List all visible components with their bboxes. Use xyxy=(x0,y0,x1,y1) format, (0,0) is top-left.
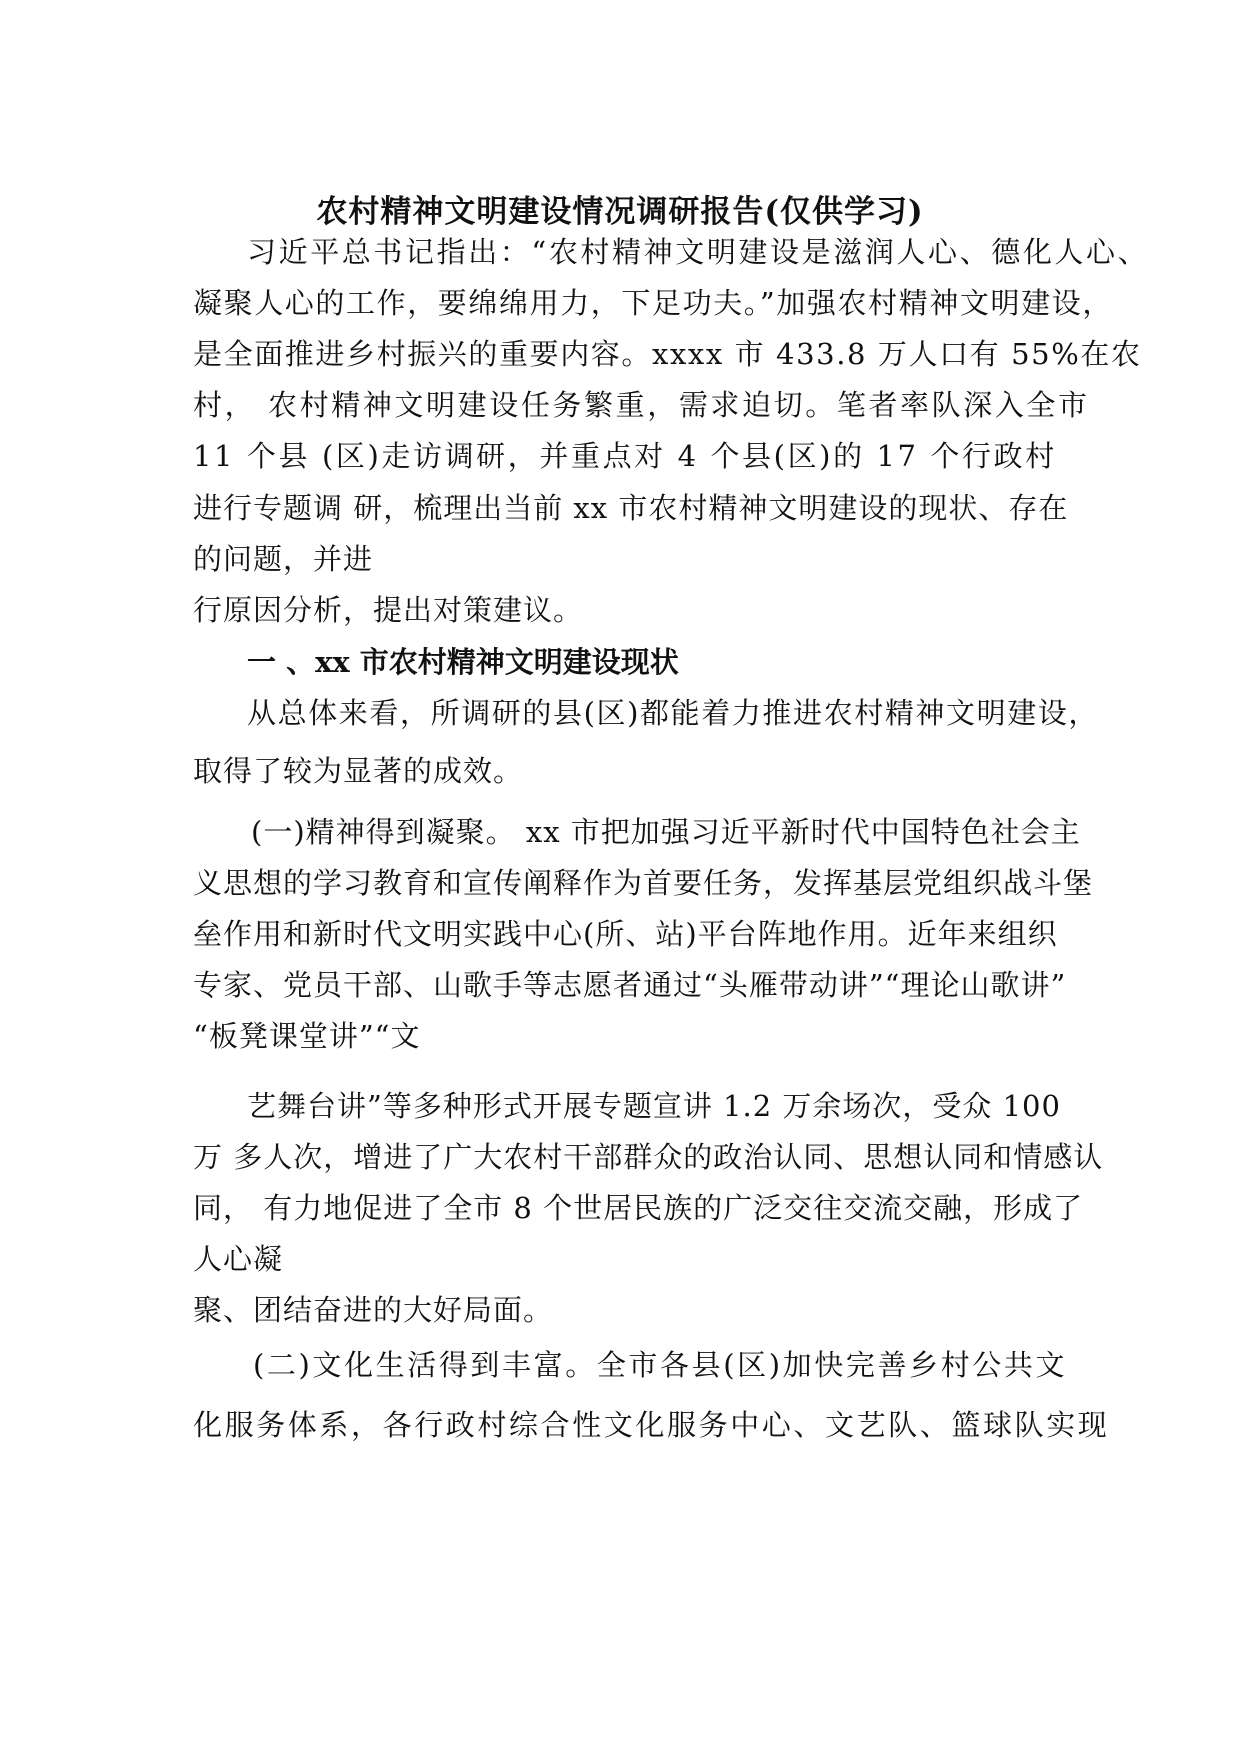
paragraph-line: 艺舞台讲”等多种形式开展专题宣讲 1.2 万余场次，受众 100 xyxy=(247,1089,1061,1123)
paragraph-line: 化服务体系，各行政村综合性文化服务中心、文艺队、篮球队实现 xyxy=(193,1408,1110,1442)
paragraph-line: 万 多人次，增进了广大农村干部群众的政治认同、思想认同和情感认 xyxy=(193,1140,1104,1174)
paragraph-line: 从总体来看，所调研的县(区)都能着力推进农村精神文明建设， xyxy=(247,696,1100,730)
paragraph-line: 是全面推进乡村振兴的重要内容。xxxx 市 433.8 万人口有 55%在农 xyxy=(193,337,1142,371)
paragraph-line: 人心凝 xyxy=(193,1242,284,1276)
paragraph-line: 义思想的学习教育和宣传阐释作为首要任务，发挥基层党组织战斗堡 xyxy=(193,866,1094,900)
paragraph-line: 垒作用和新时代文明实践中心(所、站)平台阵地作用。近年来组织 xyxy=(193,917,1058,951)
paragraph-line: 专家、党员干部、山歌手等志愿者通过“头雁带动讲”“理论山歌讲” xyxy=(193,968,1067,1002)
paragraph-line: 的问题，并进 xyxy=(193,542,374,576)
paragraph-line: (一)精神得到凝聚。 xx 市把加强习近平新时代中国特色社会主 xyxy=(251,815,1081,849)
paragraph-line: 取得了较为显著的成效。 xyxy=(193,754,524,788)
paragraph-line: 习近平总书记指出：“农村精神文明建设是滋润人心、德化人心、 xyxy=(247,235,1150,269)
paragraph-line: 凝聚人心的工作，要绵绵用力，下足功夫。”加强农村精神文明建设， xyxy=(193,286,1113,320)
paragraph-line: 11 个县 (区)走访调研，并重点对 4 个县(区)的 17 个行政村 xyxy=(193,439,1057,473)
paragraph-line: “板凳课堂讲”“文 xyxy=(193,1019,421,1053)
section-heading: 一 、xx 市农村精神文明建设现状 xyxy=(247,645,679,679)
paragraph-line: (二)文化生活得到丰富。全市各县(区)加快完善乡村公共文 xyxy=(253,1348,1068,1382)
paragraph-line: 进行专题调 研，梳理出当前 xx 市农村精神文明建设的现状、存在 xyxy=(193,491,1069,525)
paragraph-line: 聚、团结奋进的大好局面。 xyxy=(193,1293,554,1327)
document-title: 农村精神文明建设情况调研报告(仅供学习) xyxy=(316,194,924,230)
paragraph-line: 行原因分析，提出对策建议。 xyxy=(193,593,584,627)
paragraph-line: 村， 农村精神文明建设任务繁重，需求迫切。笔者率队深入全市 xyxy=(193,388,1090,422)
paragraph-line: 同， 有力地促进了全市 8 个世居民族的广泛交往交流交融，形成了 xyxy=(193,1191,1084,1225)
